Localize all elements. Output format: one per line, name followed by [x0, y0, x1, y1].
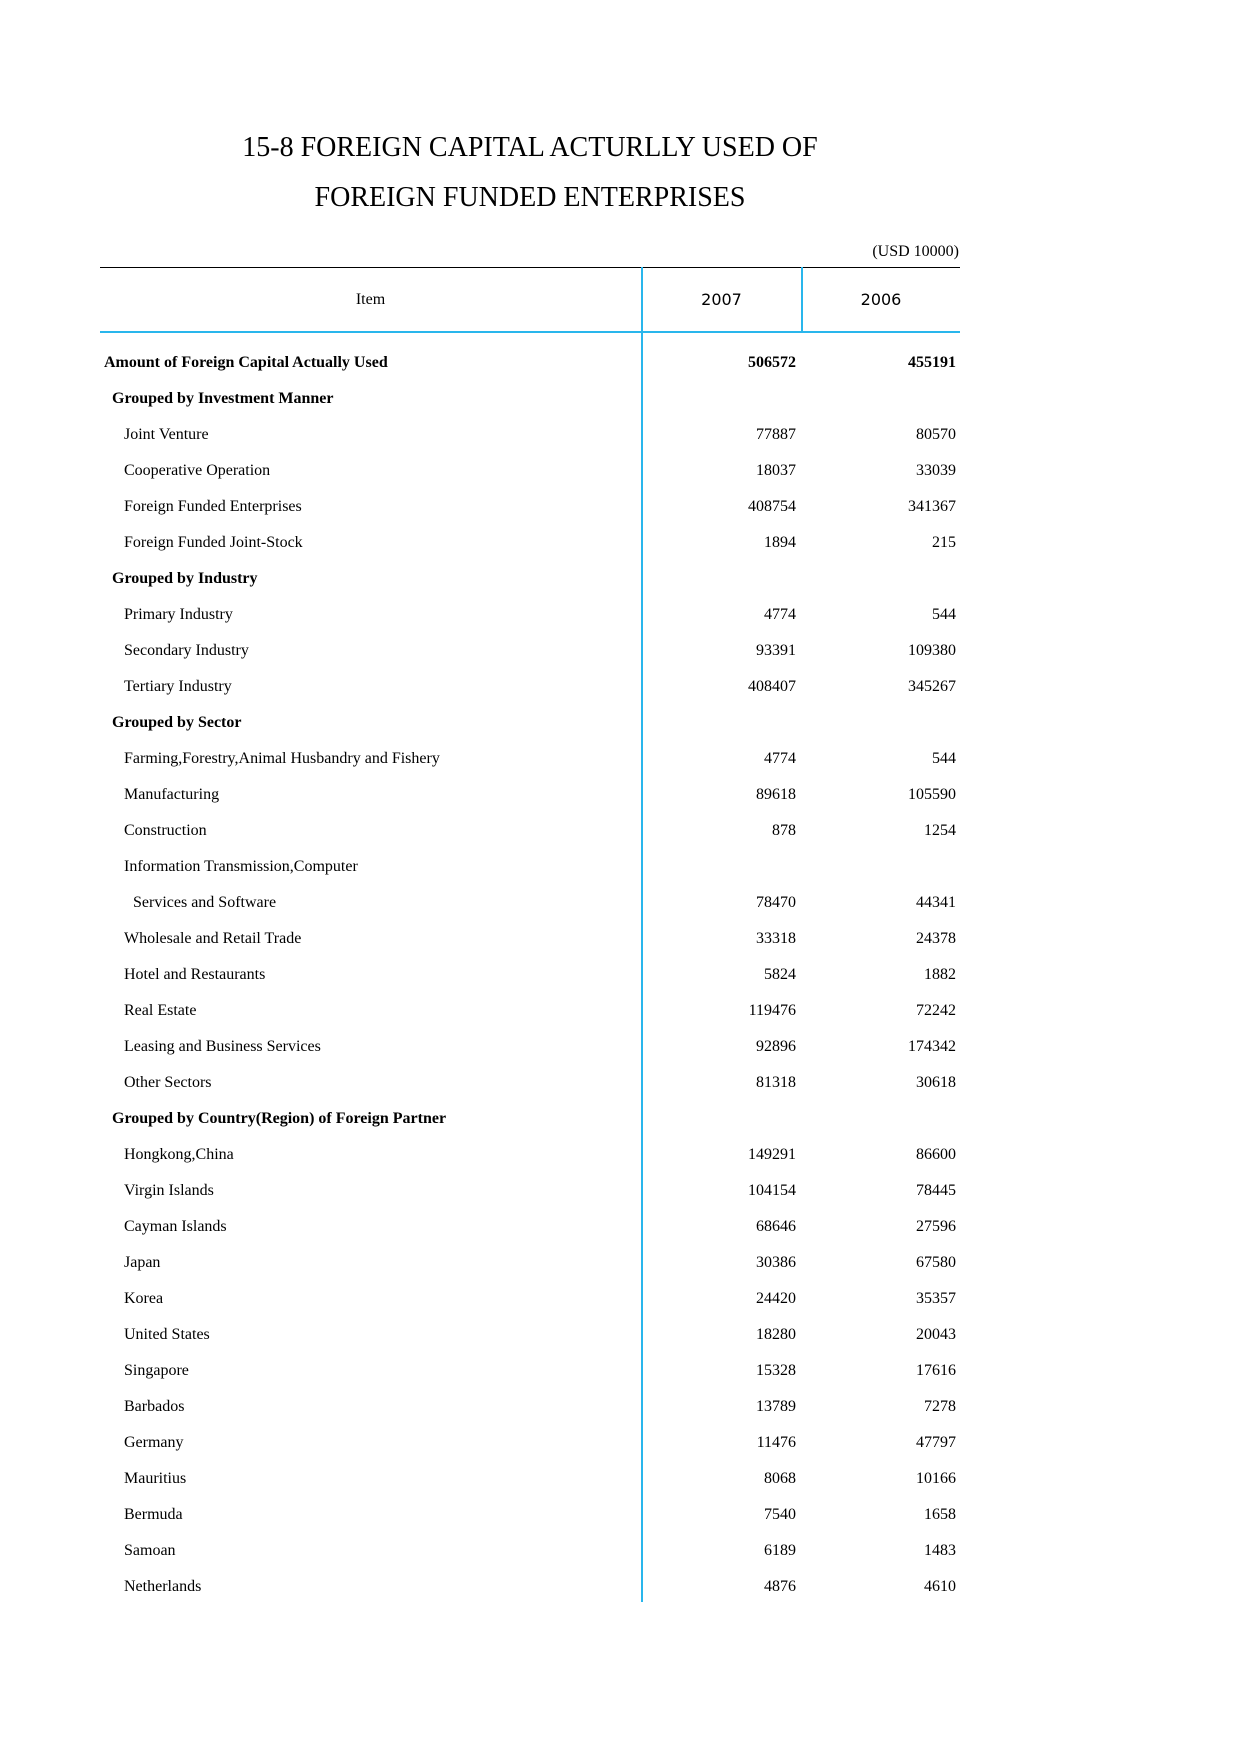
row-label: Farming,Forestry,Animal Husbandry and Fishery	[124, 750, 440, 767]
value-2006: 35357	[916, 1290, 956, 1307]
value-2006: 30618	[916, 1074, 956, 1091]
value-2006: 80570	[916, 426, 956, 443]
value-2007: 11476	[756, 1434, 796, 1451]
value-2007: 4774	[764, 750, 796, 767]
value-2006	[820, 849, 956, 885]
table-row	[100, 1353, 960, 1389]
row-label: Secondary Industry	[124, 642, 249, 659]
value-2006: 17616	[916, 1362, 956, 1379]
value-2006: 1882	[924, 966, 956, 983]
value-2007: 68646	[756, 1218, 796, 1235]
value-2006: 1658	[924, 1506, 956, 1523]
value-2007	[660, 849, 796, 885]
value-2007	[660, 381, 796, 417]
value-2007	[660, 561, 796, 597]
row-label: Wholesale and Retail Trade	[124, 930, 302, 947]
row-label: Construction	[124, 822, 207, 839]
value-2006: 4610	[924, 1578, 956, 1595]
row-label: Joint Venture	[124, 426, 209, 443]
table-row	[100, 1533, 960, 1569]
value-2006: 72242	[916, 1002, 956, 1019]
table-row	[100, 777, 960, 813]
total-row	[100, 345, 960, 381]
table-row	[100, 1389, 960, 1425]
row-label: Hongkong,China	[124, 1146, 234, 1163]
value-2007: 89618	[756, 786, 796, 803]
value-2006: 1254	[924, 822, 956, 839]
value-2006: 44341	[916, 894, 956, 911]
row-label: Korea	[124, 1290, 164, 1307]
table-row	[100, 489, 960, 525]
row-label: Singapore	[124, 1362, 189, 1379]
header-item: Item	[355, 291, 386, 308]
value-2006: 78445	[916, 1182, 956, 1199]
header-year-2007: 2007	[701, 290, 742, 309]
table-row	[100, 885, 960, 921]
row-label: Mauritius	[124, 1470, 187, 1487]
value-2006: 215	[932, 534, 956, 551]
table-row	[100, 1281, 960, 1317]
value-2006	[820, 561, 956, 597]
value-2007: 93391	[756, 642, 796, 659]
value-2007: 506572	[748, 354, 796, 371]
value-2007: 8068	[764, 1470, 796, 1487]
row-label: Cooperative Operation	[124, 462, 271, 479]
table-row	[100, 1173, 960, 1209]
table-row	[100, 1317, 960, 1353]
value-2007: 77887	[756, 426, 796, 443]
value-2007: 6189	[764, 1542, 796, 1559]
value-2006: 7278	[924, 1398, 956, 1415]
value-2007: 33318	[756, 930, 796, 947]
row-label: Foreign Funded Joint-Stock	[124, 534, 303, 551]
table-row	[100, 849, 960, 885]
table-row	[100, 1137, 960, 1173]
table-body	[100, 345, 960, 1605]
value-2007: 15328	[756, 1362, 796, 1379]
row-label: Services and Software	[133, 894, 277, 911]
group-heading-row	[100, 705, 960, 741]
table-row	[100, 1461, 960, 1497]
row-label: Grouped by Country(Region) of Foreign Partner	[112, 1110, 447, 1127]
row-label: Barbados	[124, 1398, 185, 1415]
value-2007: 119476	[748, 1002, 796, 1019]
table-row	[100, 633, 960, 669]
value-2007: 18280	[756, 1326, 796, 1343]
value-2007: 5824	[764, 966, 796, 983]
unit-label: (USD 10000)	[872, 243, 959, 260]
value-2006: 1483	[924, 1542, 956, 1559]
value-2007: 878	[772, 822, 796, 839]
table-row	[100, 1065, 960, 1101]
table-row	[100, 1497, 960, 1533]
value-2006	[820, 705, 956, 741]
row-label: Samoan	[124, 1542, 176, 1559]
row-label: Grouped by Industry	[112, 570, 258, 587]
value-2007: 149291	[748, 1146, 796, 1163]
value-2007: 4876	[764, 1578, 796, 1595]
table-header	[100, 268, 960, 332]
page-title-line-1: 15-8 FOREIGN CAPITAL ACTURLLY USED OF	[242, 132, 818, 163]
page-title-line-2: FOREIGN FUNDED ENTERPRISES	[314, 182, 746, 213]
row-label: Tertiary Industry	[124, 678, 232, 695]
row-label: Virgin Islands	[124, 1182, 214, 1199]
value-2007: 24420	[756, 1290, 796, 1307]
value-2007	[660, 705, 796, 741]
row-label: Germany	[124, 1434, 184, 1451]
table-row	[100, 597, 960, 633]
table-row	[100, 741, 960, 777]
row-label: Amount of Foreign Capital Actually Used	[104, 354, 388, 371]
value-2007: 92896	[756, 1038, 796, 1055]
value-2006: 20043	[916, 1326, 956, 1343]
value-2007: 30386	[756, 1254, 796, 1271]
group-heading-row	[100, 561, 960, 597]
row-label: Real Estate	[124, 1002, 197, 1019]
row-label: Japan	[124, 1254, 161, 1271]
row-label: Primary Industry	[124, 606, 233, 623]
value-2006: 67580	[916, 1254, 956, 1271]
table-row	[100, 1569, 960, 1605]
value-2006: 27596	[916, 1218, 956, 1235]
value-2006: 24378	[916, 930, 956, 947]
row-label: Cayman Islands	[124, 1218, 227, 1235]
header-year-2006: 2006	[860, 290, 902, 309]
value-2006: 341367	[908, 498, 956, 515]
table-row	[100, 1029, 960, 1065]
value-2006: 86600	[916, 1146, 956, 1163]
row-label: Netherlands	[124, 1578, 202, 1595]
row-label: Manufacturing	[124, 786, 220, 803]
group-heading-row	[100, 381, 960, 417]
row-label: Other Sectors	[124, 1074, 212, 1091]
row-label: Grouped by Sector	[112, 714, 242, 731]
value-2007: 7540	[764, 1506, 796, 1523]
row-label: United States	[124, 1326, 210, 1343]
header-rule	[100, 331, 960, 333]
value-2006: 109380	[908, 642, 956, 659]
value-2006: 105590	[908, 786, 956, 803]
value-2006	[820, 381, 956, 417]
value-2007: 408407	[748, 678, 796, 695]
value-2007: 13789	[756, 1398, 796, 1415]
value-2006: 10166	[916, 1470, 956, 1487]
value-2006: 47797	[916, 1434, 956, 1451]
column-divider-years	[801, 267, 803, 333]
value-2007: 104154	[748, 1182, 796, 1199]
table-row	[100, 1209, 960, 1245]
table-row	[100, 957, 960, 993]
group-heading-row	[100, 1101, 960, 1137]
row-label: Grouped by Investment Manner	[112, 390, 334, 407]
value-2006: 174342	[908, 1038, 956, 1055]
value-2007: 4774	[764, 606, 796, 623]
row-label: Bermuda	[124, 1506, 183, 1523]
table-row	[100, 993, 960, 1029]
value-2007: 408754	[748, 498, 796, 515]
table-row	[100, 1425, 960, 1461]
row-label: Foreign Funded Enterprises	[124, 498, 302, 515]
table-row	[100, 525, 960, 561]
row-label: Information Transmission,Computer	[124, 858, 358, 875]
value-2007: 18037	[756, 462, 796, 479]
row-label: Leasing and Business Services	[124, 1038, 321, 1055]
row-label: Hotel and Restaurants	[124, 966, 266, 983]
table-row	[100, 453, 960, 489]
table-row	[100, 813, 960, 849]
value-2006: 455191	[908, 354, 956, 371]
table-row	[100, 921, 960, 957]
value-2006: 345267	[908, 678, 956, 695]
value-2006: 33039	[916, 462, 956, 479]
value-2007: 81318	[756, 1074, 796, 1091]
table-row	[100, 1245, 960, 1281]
value-2006: 544	[932, 606, 956, 623]
value-2006	[820, 1101, 956, 1137]
value-2007: 1894	[764, 534, 796, 551]
table-row	[100, 417, 960, 453]
table-row	[100, 669, 960, 705]
value-2007	[660, 1101, 796, 1137]
value-2006: 544	[932, 750, 956, 767]
value-2007: 78470	[756, 894, 796, 911]
